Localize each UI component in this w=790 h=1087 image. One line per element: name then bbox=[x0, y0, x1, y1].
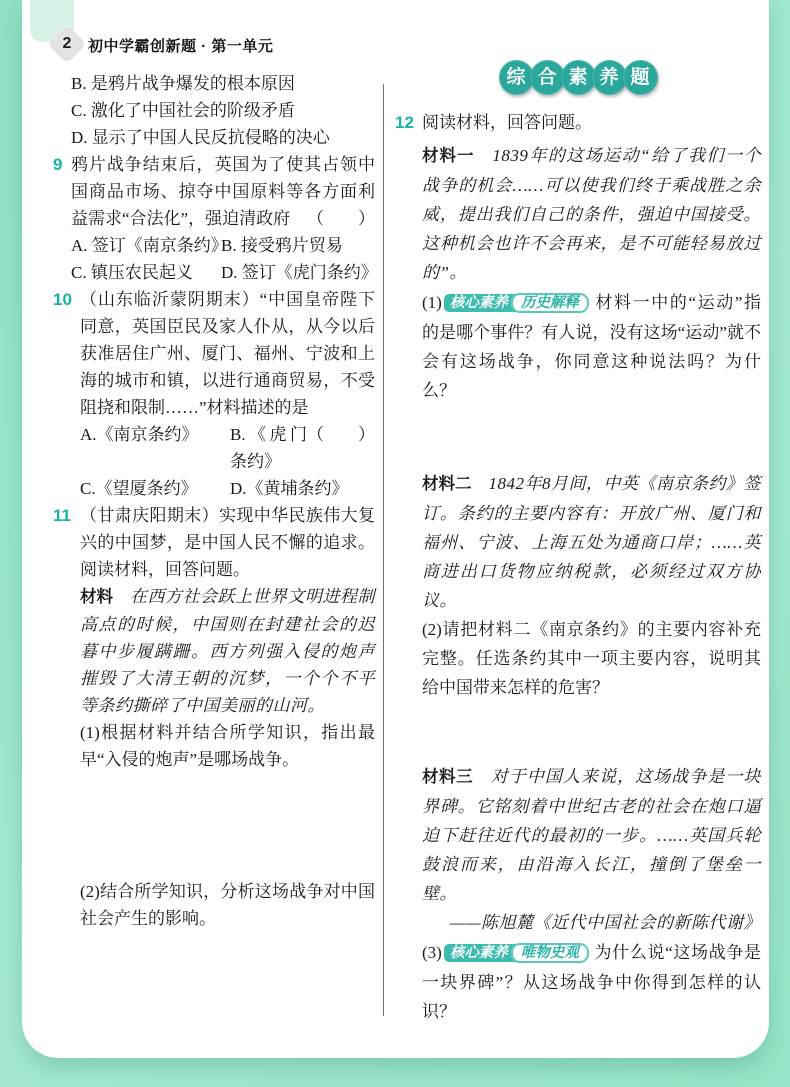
page-number: 2 bbox=[62, 35, 72, 52]
material-three-text: 对于中国人来说，这场战争是一块界碑。它铭刻着中世纪古老的社会在炮口逼迫下赶往近代的最初的一步。……英国兵轮鼓浪而来，由沿海入长江，撞倒了堡垒一壁。 bbox=[422, 767, 762, 903]
material-two-text: 1842年8月间，中英《南京条约》签订。条约的主要内容有：开放广州、厦门和福州、宁波、上海五处为通商口岸；……英商进出口货物应纳税款，必须经过双方协议。 bbox=[422, 474, 761, 610]
option-c: C. 镇压农民起义 bbox=[71, 263, 193, 282]
core-competency-badge bbox=[444, 937, 589, 968]
option-b: B.《虎门条约》 bbox=[230, 425, 307, 471]
question-10-options-row-2 bbox=[80, 475, 375, 502]
question-12-number: 12 bbox=[395, 113, 414, 132]
option-c: C.《望厦条约》 bbox=[80, 479, 198, 498]
question-9-stem-text: 鸦片战争结束后，英国为了使其占领中国商品市场、掠夺中国原料等各方面利益需求“合法化”，强迫清政府 bbox=[71, 155, 375, 228]
question-9-options-row-2 bbox=[71, 259, 378, 286]
question-10-options-row-1 bbox=[80, 421, 307, 475]
column-divider bbox=[383, 84, 384, 1016]
carryover-options bbox=[53, 70, 375, 151]
badge-core-label: 核心素养 bbox=[444, 294, 517, 312]
material-two bbox=[422, 469, 761, 615]
part-1-text: 材料一中的“运动”指的是哪个事件？有人说，没有这场“运动”就不会有这场战争，你同意这种说法吗？为什么？ bbox=[422, 293, 761, 400]
question-9-stem bbox=[71, 151, 375, 232]
page-title: 初中学霸创新题 · 第一单元 bbox=[88, 38, 274, 55]
section-banner bbox=[395, 60, 761, 95]
question-10-stem-text: （山东临沂蒙阴期末）“中国皇帝陛下同意，英国臣民及家人仆从，从今以后获准居住广州、厦门、福州、宁波和上海的城市和镇，以进行通商贸易，不受阻挠和限制……”材料描述的是 bbox=[80, 290, 375, 417]
answer-space bbox=[422, 702, 761, 762]
option-d: D. 签订《虎门条约》 bbox=[221, 263, 378, 282]
material-two-label: 材料二 bbox=[422, 475, 472, 493]
option-a: A. 签订《南京条约》 bbox=[71, 236, 228, 255]
question-12-part-2: (2)请把材料二《南京条约》的主要内容补充完整。任选条约其中一项主要内容，说明其给中国带来怎样的危害？ bbox=[422, 620, 761, 697]
material-text: 在西方社会跃上世界文明进程制高点的时候，中国则在封建社会的迟暮中步履蹒跚。西方列强入侵的炮声摧毁了大清王朝的沉梦，一个个不平等条约撕碎了中国美丽的山河。 bbox=[80, 587, 375, 715]
question-9-options-row-1 bbox=[71, 232, 375, 259]
option-b: B. 是鸦片战争爆发的根本原因 bbox=[71, 74, 295, 93]
badge-history-explanation: 历史解释 bbox=[511, 293, 589, 313]
part-3-text: 为什么说“这场战争是一块界碑”？从这场战争中你得到怎样的认识？ bbox=[422, 943, 761, 1021]
option-a: A.《南京条约》 bbox=[80, 425, 199, 444]
material-one-label: 材料一 bbox=[422, 147, 475, 165]
badge-core-label: 核心素养 bbox=[444, 944, 517, 962]
question-10 bbox=[53, 286, 375, 502]
answer-bracket: （ ） bbox=[307, 425, 375, 444]
part-3-prefix: (3) bbox=[422, 943, 442, 962]
material-one bbox=[422, 141, 761, 287]
question-11-material bbox=[80, 583, 375, 719]
question-11-part-2: (2)结合所学知识，分析这场战争对中国社会产生的影响。 bbox=[80, 882, 375, 928]
question-11 bbox=[53, 502, 375, 932]
question-9 bbox=[53, 151, 378, 286]
left-column bbox=[53, 70, 378, 932]
question-12-part-3 bbox=[422, 937, 761, 1026]
question-11-number: 11 bbox=[53, 506, 71, 525]
answer-space bbox=[422, 405, 761, 469]
banner-circle: 素 bbox=[561, 60, 596, 95]
option-d: D. 显示了中国人民反抗侵略的决心 bbox=[71, 128, 330, 147]
option-d: D.《黄埔条约》 bbox=[230, 479, 349, 498]
question-12 bbox=[395, 108, 761, 1026]
option-b: B. 接受鸦片贸易 bbox=[221, 236, 343, 255]
answer-space bbox=[80, 773, 375, 878]
option-c: C. 激化了中国社会的阶级矛盾 bbox=[71, 101, 295, 120]
banner-circle: 养 bbox=[592, 60, 627, 95]
banner-circle: 综 bbox=[499, 60, 534, 95]
question-11-intro: （甘肃庆阳期末）实现中华民族伟大复兴的中国梦，是中国人民不懈的追求。阅读材料，回答问题。 bbox=[80, 506, 375, 579]
question-11-part-1: (1)根据材料并结合所学知识，指出最早“入侵的炮声”是哪场战争。 bbox=[80, 723, 375, 769]
material-three-label: 材料三 bbox=[422, 768, 474, 786]
material-three bbox=[422, 762, 761, 908]
question-12-intro: 阅读材料，回答问题。 bbox=[422, 113, 592, 132]
right-column bbox=[395, 60, 761, 1026]
material-three-attribution: ——陈旭麓《近代中国社会的新陈代谢》 bbox=[449, 913, 761, 932]
banner-circle: 合 bbox=[530, 60, 565, 95]
answer-bracket: （ ） bbox=[307, 209, 375, 228]
core-competency-badge bbox=[444, 287, 589, 318]
banner-circle: 题 bbox=[623, 60, 658, 95]
question-9-number: 9 bbox=[53, 155, 63, 174]
paper-sheet bbox=[22, 0, 769, 1058]
badge-historical-materialism: 唯物史观 bbox=[511, 943, 589, 963]
question-12-part-1 bbox=[422, 287, 761, 405]
page-number-badge bbox=[47, 24, 87, 64]
question-10-number: 10 bbox=[53, 290, 72, 309]
material-one-text: 1839年的这场运动“给了我们一个战争的机会……可以使我们终于乘战胜之余威，提出我们自己的条件，强迫中国接受。这种机会也许不会再来，是不可能轻易放过的”。 bbox=[422, 146, 762, 282]
part-1-prefix: (1) bbox=[422, 293, 442, 312]
material-label: 材料 bbox=[80, 588, 113, 606]
